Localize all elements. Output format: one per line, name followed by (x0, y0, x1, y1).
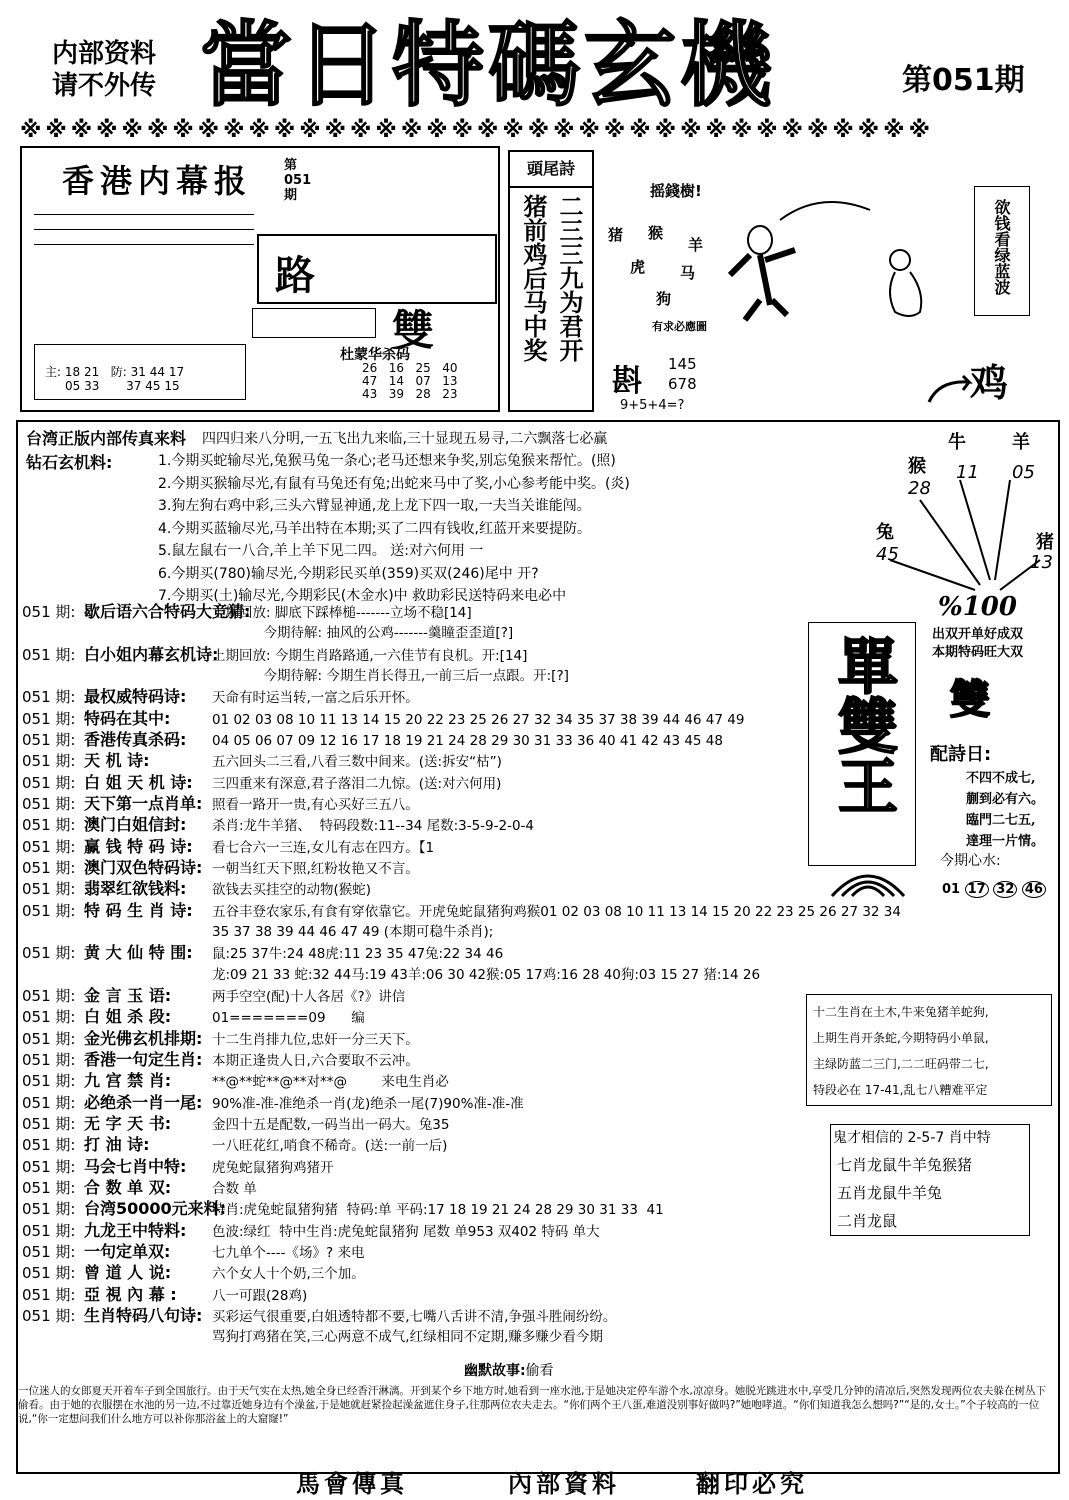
row-content: 今期待解: 抽风的公鸡-------羹瞳歪歪道[?] (212, 625, 514, 642)
period-row (22, 729, 723, 750)
animal-label: 猪 (608, 226, 624, 244)
row-title: 生肖特码八句诗: (84, 1305, 203, 1325)
period-row (22, 1049, 419, 1070)
inset-lines (34, 204, 254, 264)
dan-shuang-box (808, 622, 916, 866)
row-period: 051 期: (22, 1136, 76, 1155)
zodiac-note-line: 主绿防蓝二三门,二二旺码带二七, (813, 1057, 989, 1071)
row-period: 051 期: (22, 688, 76, 707)
row-period: 051 期: (22, 752, 76, 771)
flower-icon (828, 866, 908, 900)
period-row (22, 857, 419, 878)
period-row (22, 1326, 603, 1347)
footer-fax: 馬會傳真 (296, 1469, 408, 1498)
inset-road-box (257, 234, 497, 304)
row-title: 特码在其中: (84, 708, 171, 728)
row-period: 051 期: (22, 1029, 76, 1048)
row-content: 七九单个----《场》? 来电 (212, 1244, 365, 1261)
ghost-line: 二肖龙鼠 (837, 1212, 898, 1230)
page-title: 當日特碼玄機 (200, 11, 777, 119)
period-row (22, 1156, 334, 1177)
star-divider: ※※※※※※※※※※※※※※※※※※※※※※※※※※※※※※※※※※※※ (20, 118, 934, 143)
footer-copyright: 翻印必究 (696, 1469, 808, 1498)
row-period: 051 期: (22, 1285, 76, 1304)
row-period: 051 期: (22, 773, 76, 792)
row-title: 九龙王中特料: (84, 1220, 187, 1240)
animal-label: 狗 (656, 290, 672, 308)
row-period: 051 期: (22, 1242, 76, 1261)
row-period: 051 期: (22, 709, 76, 728)
story-title-label: 幽默故事: (464, 1363, 526, 1379)
row-content: 本期正逢贵人日,六合要取不云冲。 (212, 1052, 419, 1069)
teletubbies-illustration (720, 160, 940, 340)
ghost-box (830, 1124, 1030, 1236)
fortune-formula: 9+5+4=? (620, 398, 685, 413)
row-period: 051 期: (22, 901, 76, 920)
inset-bottom-row: 主: 18 21 防: 31 44 17 (45, 365, 185, 379)
row-content: 天命有时运当转,一富之后乐开怀。 (212, 690, 419, 707)
inset-issue: 第051期 (284, 158, 312, 203)
inset-paper (20, 146, 500, 412)
intro-item: 2.今期买猴输尽光,有鼠有马兔还有兔;出蛇来马中了奖,小心参考能中奖。(炎) (158, 475, 630, 492)
ghost-title: 鬼才相信的 2-5-7 肖中特 (833, 1130, 991, 1146)
row-period: 051 期: (22, 645, 76, 664)
period-row (22, 921, 493, 942)
row-content: 欲钱去买挂空的动物(猴蛇) (212, 882, 372, 899)
story-title (464, 1360, 554, 1380)
row-title: 金光佛玄机排期: (84, 1028, 203, 1048)
period-row (22, 644, 527, 665)
row-content: 六个女人十个奶,三个加。 (212, 1266, 365, 1283)
poem-side-lines (966, 768, 1044, 852)
period-row (22, 1305, 616, 1326)
row-period: 051 期: (22, 1114, 76, 1133)
row-content: **@**蛇**@**对**@ 来电生肖必 (212, 1074, 449, 1091)
row-content: 骂狗打鸡猪在笑,三心两意不成气,红绿相同不定期,赚多赚少看今期 (212, 1329, 603, 1346)
period-row (22, 1006, 365, 1027)
period-row (22, 1113, 449, 1134)
zodiac-rabbit-num: 45 (876, 544, 899, 565)
heart-num: 17 (965, 881, 989, 898)
kill-row: 43 39 28 23 (362, 387, 458, 401)
zodiac-ox: 牛 (948, 432, 966, 453)
ghost-line: 五肖龙鼠牛羊兔 (837, 1184, 943, 1202)
period-row (22, 814, 534, 835)
poem-side-line: 不四不成七, (966, 771, 1036, 786)
row-title: 一句定单双: (84, 1241, 171, 1261)
heart-num: 01 (942, 882, 961, 897)
row-period: 051 期: (22, 1178, 76, 1197)
ghost-line: 七肖龙鼠牛羊兔猴猪 (837, 1156, 973, 1174)
row-content: 金四十五是配数,一码当出一码大。兔35 (212, 1116, 450, 1133)
poem-col2: 猪前鸡后马中奖 (519, 194, 547, 362)
period-row (22, 665, 569, 686)
zodiac-note-lines (813, 999, 989, 1103)
row-title: 特 码 生 肖 诗: (84, 900, 193, 920)
intro-item: 7.今期买(土)输尽光,今期彩民(木金水)中 救助彩民送特码来电必中 (158, 588, 567, 604)
header-left (52, 38, 156, 102)
row-content: 照看一路开一贵,有心买好三五八。 (212, 796, 419, 813)
zodiac-note-line: 特段必在 17-41,乱七八糟难平定 (813, 1083, 988, 1097)
row-content: 35 37 38 39 44 46 47 49 (本期可稳牛杀肖); (212, 923, 494, 940)
header-left-line1: 内部资料 (52, 39, 157, 69)
period-row (22, 708, 744, 729)
row-period: 051 期: (22, 1221, 76, 1240)
animal-label: 虎 (630, 258, 646, 276)
period-row (22, 985, 405, 1006)
intro-item: 3.狗左狗右鸡中彩,三头六臂显神通,龙上龙下四一取,一夫当关谁能闯。 (158, 498, 591, 514)
zodiac-goat: 羊 (1012, 432, 1030, 453)
row-title: 香港传真杀码: (84, 729, 187, 749)
intro-item: 5.鼠左鼠右一八合,羊上羊下见二四。 送:对六何用 一 (158, 543, 484, 559)
inset-road: 路 (275, 252, 315, 299)
row-content: 十二生肖排九位,忠奸一分三天下。 (212, 1031, 419, 1048)
cartoon-caption: 有求必應圖 (652, 320, 707, 333)
row-title: 天下第一点肖单: (84, 793, 203, 813)
row-content: 看七合六一三连,女儿有志在四方。【1 (212, 839, 435, 856)
row-title: 九 宫 禁 肖: (84, 1071, 172, 1091)
row-content: 一朝当红天下照,红粉妆艳又不言。 (212, 860, 419, 877)
period-row (22, 1092, 524, 1113)
fortune-nums (668, 354, 697, 394)
period-row (22, 1284, 307, 1305)
row-content: 虎兔蛇鼠猪狗鸡猪开 (212, 1159, 334, 1176)
row-period: 051 期: (22, 1072, 76, 1091)
inset-shuang: 雙 (392, 306, 435, 355)
heart-num: 46 (1022, 881, 1046, 898)
shuang-note-1: 出双开单好成双 (932, 627, 1024, 642)
inset-pingma-box (252, 308, 376, 338)
row-title: 翡翠红欲钱料: (84, 879, 187, 899)
animal-label: 羊 (688, 236, 704, 254)
period-row (22, 1220, 600, 1241)
row-period: 051 期: (22, 1050, 76, 1069)
period-row (22, 1028, 419, 1049)
row-content: 一八旺花红,哨食不稀奇。(送:一前一后) (212, 1138, 448, 1155)
row-title: 打 油 诗: (84, 1135, 150, 1155)
arrow-icon (925, 372, 975, 408)
row-content: 04 05 06 07 09 12 16 17 18 19 21 24 28 29 30 31 33 36 40 41 42 43 45 48 (212, 732, 723, 749)
row-period: 051 期: (22, 837, 76, 856)
zodiac-rabbit: 兔 (876, 522, 894, 543)
period-row (22, 686, 419, 707)
inset-bottom-row2: 05 33 37 45 15 (65, 379, 180, 393)
row-title: 台湾50000元来料: (84, 1199, 227, 1219)
sign-text: 欲钱看绿蓝波 (992, 199, 1011, 295)
row-period: 051 期: (22, 816, 76, 835)
row-period: 051 期: (22, 794, 76, 813)
fortune-nums-1: 145 (668, 355, 697, 373)
row-content: 两手空空(配)十人各居《?》讲信 (212, 988, 406, 1005)
row-period: 051 期: (22, 1264, 76, 1283)
row-content: 今期待解: 今期生肖长得丑,一前三后一点跟。开:[?] (212, 667, 569, 684)
story-subtitle: 偷看 (525, 1363, 554, 1379)
zodiac-note-line: 十二生肖在土木,牛来兔猪羊蛇狗, (813, 1005, 989, 1019)
intro-text-1: 四四归来八分明,一五飞出九来临,三十显现五易寻,二六飘落七必赢 (202, 431, 608, 447)
row-period: 051 期: (22, 986, 76, 1005)
inset-bottom-box (34, 344, 246, 400)
poem-side-line: 達理一片情。 (966, 834, 1045, 849)
money-tree-text: 摇錢樹! (650, 182, 702, 200)
row-title: 必绝杀一肖一尾: (84, 1092, 203, 1112)
row-title: 最权威特码诗: (84, 687, 187, 707)
period-row (22, 1070, 449, 1091)
inset-paper-title: 香港内幕报 (62, 162, 253, 200)
intro-label-1: 台湾正版内部传真来料 (26, 429, 187, 448)
row-title: 天 机 诗: (84, 751, 150, 771)
story-text: 一位迷人的女郎夏天开着车子到全国旅行。由于天气实在太热,她全身已经香汗淋漓。开到某个乡下地方时,她看到一座水池,于是她决定停车游个水,凉凉身。她脱光跳进水中,享受几分钟的清凉后,突然发现两位农夫躲在树丛下偷看。由于她的衣服摆在水池的另一边,不过靠近她身边有个澡盆,于是她就赶紧捡起澡盆遮住身子,往那两位农夫走去。“你们两个王八蛋,难道没别事好做吗?”她咆哮道。“你们知道我怎么想吗?”“是的,女士。”个子较高的一位说,“你一定想问我们什么地方可以补你那浴盆上的大窟窿!” (18, 1385, 1047, 1425)
kill-row: 26 16 25 40 (362, 361, 458, 375)
row-content: 买彩运气很重要,白姐透特都不要,七嘴八舌讲不清,争强斗胜闹纷纷。 (212, 1308, 617, 1325)
period-row (22, 1241, 364, 1262)
row-content: 上期回放: 今期生肖路路通,一六佳节有良机。开:[14] (212, 647, 528, 664)
row-content: 五六回头二三看,八看三数中间来。(送:拆安“枯”) (212, 754, 502, 771)
intro-item: 4.今期买蓝输尽光,马羊出特在本期;买了二四有钱收,红蓝开来要提防。 (158, 520, 591, 537)
row-period: 051 期: (22, 858, 76, 877)
row-title: 白 姐 天 机 诗: (84, 772, 193, 792)
row-title: 澳门白姐信封: (84, 815, 187, 835)
issue-number: 第051期 (902, 63, 1025, 98)
period-row (22, 1177, 257, 1198)
row-content: 龙:09 21 33 蛇:32 44马:19 43羊:06 30 42猴:05 17鸡:16 28 40狗:03 15 27 猪:14 26 (212, 966, 761, 983)
animal-label: 马 (680, 264, 696, 282)
chicken-char: 鸡 (970, 360, 1009, 405)
period-row (22, 750, 502, 771)
shuang-big: 雙 (950, 676, 990, 723)
row-content: 杀肖:龙牛羊猪、 特码段数:11--34 尾数:3-5-9-2-0-4 (212, 818, 535, 835)
row-content: 鼠:25 37牛:24 48虎:11 23 35 47兔:22 34 46 (212, 946, 504, 963)
kill-title: 杜蒙华杀码 (340, 347, 410, 363)
zodiac-monkey: 猴 (908, 456, 926, 477)
row-period: 051 期: (22, 944, 76, 963)
intro-items (158, 450, 630, 608)
row-title: 无 字 天 书: (84, 1113, 172, 1133)
heart-title: 今期心水: (940, 853, 1001, 869)
row-content: 五谷丰登农家乐,有食有穿依靠它。开虎兔蛇鼠猪狗鸡猴01 02 03 08 10 11 13 14 15 20 22 23 25 26 27 32 34 (212, 903, 901, 920)
row-title: 黄 大 仙 特 围: (84, 943, 193, 963)
pointer-lines (880, 460, 1050, 600)
poem-box (508, 150, 594, 412)
intro-item: 6.今期买(780)输尽光,今期彩民买单(359)买双(246)尾中 开? (158, 565, 539, 582)
poem-side-line: 蒯到必有六。 (966, 792, 1045, 807)
row-content: 八一可跟(28鸡) (212, 1287, 308, 1304)
row-title: 赢 钱 特 码 诗: (84, 836, 193, 856)
period-row (22, 1262, 365, 1283)
row-title: 马会七肖中特: (84, 1156, 187, 1176)
period-row (22, 942, 503, 963)
period-row (22, 772, 501, 793)
row-content: 90%准-准-准绝杀一肖(龙)绝杀一尾(7)90%准-准-准 (212, 1095, 524, 1112)
shuang-note (932, 626, 1023, 662)
fortune-char: 斟 (612, 364, 642, 399)
period-row (22, 1134, 447, 1155)
intro-label-2: 钻石玄机料: (26, 453, 113, 472)
row-content: 合数 单 (212, 1180, 257, 1197)
shuang-note-2: 本期特码旺大双 (932, 645, 1024, 660)
row-period: 051 期: (22, 880, 76, 899)
heart-num: 32 (993, 881, 1017, 898)
kill-table (362, 362, 457, 401)
row-period: 051 期: (22, 1306, 76, 1325)
heart-nums (942, 882, 1046, 897)
row-period: 051 期: (22, 1157, 76, 1176)
poem-side-line: 臨門二七五, (966, 813, 1036, 828)
kill-row: 47 14 07 13 (362, 374, 458, 388)
row-content: 上期回放: 脚底下踩棒槌-------立场不稳[14] (212, 605, 472, 621)
row-title: 白 姐 杀 段: (84, 1007, 172, 1027)
animal-label: 猴 (648, 224, 664, 242)
poem-title: 頭尾詩 (510, 152, 592, 188)
period-row (22, 964, 760, 985)
period-row (22, 1198, 664, 1219)
row-title: 合 数 单 双: (84, 1177, 172, 1197)
period-row (22, 900, 901, 921)
zodiac-note-box (806, 994, 1052, 1106)
row-title: 亞 視 內 幕 : (84, 1284, 177, 1304)
zodiac-note-line: 上期生肖开条蛇,今期特码小单鼠, (813, 1031, 989, 1045)
zodiac-monkey-num: 28 (908, 478, 931, 499)
zodiac-pig: 猪 (1036, 532, 1054, 553)
row-title: 白小姐内幕玄机诗: (84, 644, 219, 664)
poem-side-title: 配詩日: (930, 744, 992, 765)
row-period: 051 期: (22, 1093, 76, 1112)
period-row (22, 878, 371, 899)
zodiac-goat-num: 05 (1012, 462, 1035, 483)
zodiac-ox-num: 11 (956, 462, 979, 483)
row-period: 051 期: (22, 1200, 76, 1219)
footer-internal: 內部資料 (508, 1470, 620, 1498)
header-left-line2: 请不外传 (52, 71, 157, 101)
row-title: 澳门双色特码诗: (84, 857, 203, 877)
row-period: 051 期: (22, 1008, 76, 1027)
period-row (22, 836, 434, 857)
row-title: 歇后语六合特码大竞猜: (84, 602, 251, 621)
intro-item: 1.今期买蛇输尽光,兔猴马兔一条心;老马还想来争奖,别忘兔猴来帮忙。(照) (158, 453, 616, 469)
row-title: 香港一句定生肖: (84, 1049, 203, 1069)
poem-col1: 二三三九为君开 (555, 194, 583, 362)
period-row (22, 601, 472, 622)
row-title: 曾 道 人 说: (84, 1263, 172, 1283)
row-content: 01=======09 编 (212, 1010, 365, 1027)
row-period: 051 期: (22, 603, 76, 621)
fortune-nums-2: 678 (668, 375, 697, 393)
ghost-lines (837, 1151, 972, 1235)
percent-mark: %100 (938, 592, 1017, 622)
row-period: 051 期: (22, 730, 76, 749)
zodiac-pig-num: 13 (1030, 552, 1053, 573)
row-content: 特肖:虎兔蛇鼠猪狗猪 特码:单 平码:17 18 19 21 24 28 29 30 31 33 41 (212, 1202, 664, 1219)
sign-box (974, 186, 1030, 316)
period-row (22, 793, 419, 814)
row-content: 色波:绿红 特中生肖:虎兔蛇鼠猪狗 尾数 单953 双402 特码 单大 (212, 1223, 600, 1240)
row-content: 01 02 03 08 10 11 13 14 15 20 22 23 25 26 27 32 34 35 37 38 39 44 46 47 49 (212, 711, 745, 728)
row-title: 金 言 玉 语: (84, 985, 172, 1005)
period-row (22, 622, 513, 643)
dan-shuang-wang: 單雙王 (828, 635, 898, 815)
row-content: 三四重来有深意,君子落泪二九惊。(送:对六何用) (212, 775, 502, 792)
